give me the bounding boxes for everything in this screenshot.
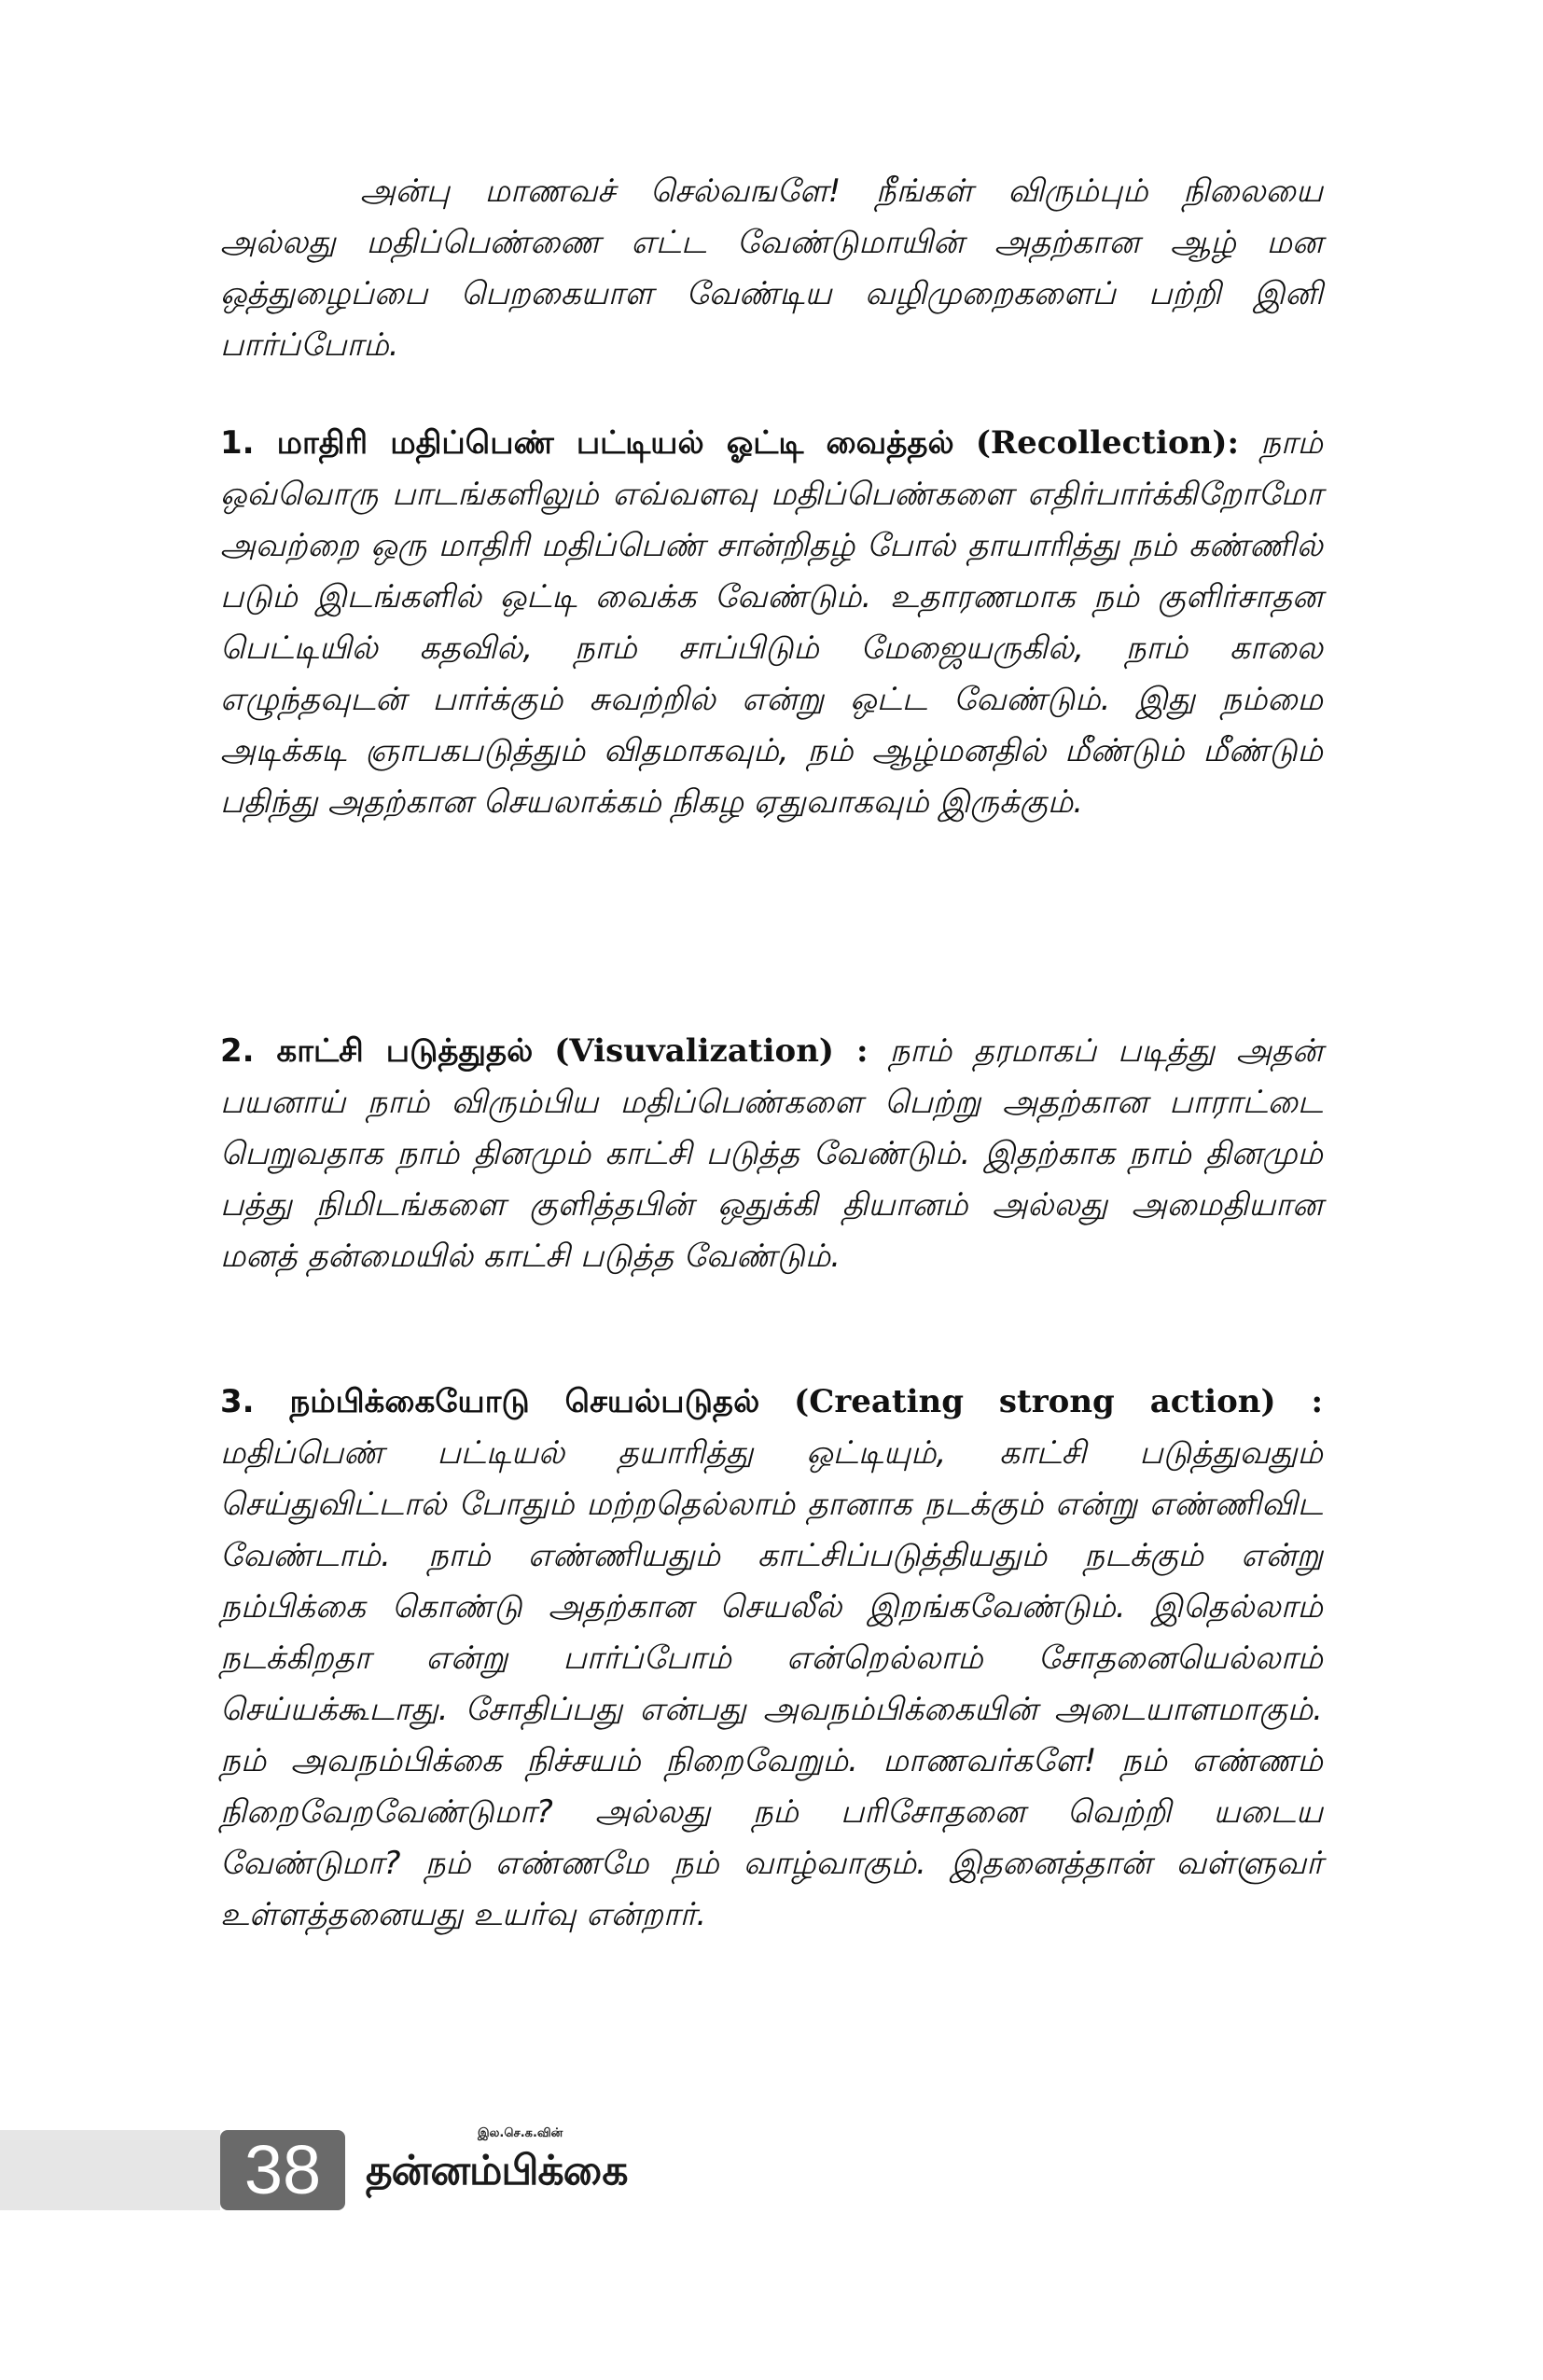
magazine-logo: [366, 2126, 664, 2216]
page-number: 38: [220, 2130, 345, 2210]
section-english-term: (Creating strong action) :: [794, 1383, 1324, 1420]
section-strong-action: [220, 1377, 1323, 1941]
section-heading: 1. மாதிரி மதிப்பெண் பட்டியல் ஓட்டி வைத்தல்: [220, 424, 954, 462]
section-body: மதிப்பெண் பட்டியல் தயாரித்து ஒட்டியும், காட்சி படுத்துவதும் செய்துவிட்டால் போதும் மற்றதெல்லாம் தானாக நடக்கும் என்று எண்ணிவிட வேண்டாம். நாம் எண்ணியதும் காட்சிப்படுத்தியதும் நடக்கும் என்று நம்பிக்கை கொண்டு அதற்கான செயலீல் இறங்கவேண்டும். இதெல்லாம் நடக்கிறதா என்று பார்ப்போம் என்றெல்லாம் சோதனையெல்லாம் செய்யக்கூடாது. சோதிப்பது என்பது அவநம்பிக்கையின் அடையாளமாகும். நம் அவநம்பிக்கை நிச்சயம் நிறைவேறும். மாணவர்களே! நம் எண்ணம் நிறைவேறவேண்டுமா? அல்லது நம் பரிசோதனை வெற்றி யடைய வேண்டுமா? நம் எண்ணமே நம் வாழ்வாகும். இதனைத்தான் வள்ளுவர் உள்ளத்தனையது உயர்வு என்றார்.: [220, 1434, 1323, 1933]
intro-paragraph: அன்பு மாணவச் செல்வஙளே! நீங்கள் விரும்பும் நிலையை அல்லது மதிப்பெண்ணை எட்ட வேண்டுமாயின் அதற்கான ஆழ் மன ஒத்துழைப்பை பெறகையாள வேண்டிய வழிமுறைகளைப் பற்றி இனி பார்ப்போம்.: [220, 173, 1323, 364]
section-heading: 3. நம்பிக்கையோடு செயல்படுதல்: [220, 1383, 760, 1420]
section-recollection: [220, 418, 1323, 828]
section-visualization: [220, 1026, 1323, 1282]
section-english-term: (Recollection):: [975, 424, 1239, 462]
section-heading: 2. காட்சி படுத்துதல்: [220, 1032, 534, 1070]
logo-title: தன்னம்பிக்கை: [366, 2147, 628, 2194]
footer-band: [0, 2130, 220, 2210]
logo-tagline: இல.செ.க.வின்: [478, 2126, 563, 2140]
section-body: நாம் தரமாகப் படித்து அதன் பயனாய் நாம் விரும்பிய மதிப்பெண்களை பெற்று அதற்கான பாராட்டை பெறுவதாக நாம் தினமும் காட்சி படுத்த வேண்டும். இதற்காக நாம் தினமும் பத்து நிமிடங்களை குளித்தபின் ஒதுக்கி தியானம் அல்லது அமைதியான மனத் தன்மையில் காட்சி படுத்த வேண்டும்.: [220, 1032, 1323, 1275]
section-body: நாம் ஒவ்வொரு பாடங்களிலும் எவ்வளவு மதிப்பெண்களை எதிர்பார்க்கிறோமோ அவற்றை ஒரு மாதிரி மதிப்பெண் சான்றிதழ் போல் தாயாரித்து நம் கண்ணில் படும் இடங்களில் ஒட்டி வைக்க வேண்டும். உதாரணமாக நம் குளிர்சாதன பெட்டியில் கதவில், நாம் சாப்பிடும் மேஜையருகில், நாம் காலை எழுந்தவுடன் பார்க்கும் சுவற்றில் என்று ஒட்ட வேண்டும். இது நம்மை அடிக்கடி ஞாபகபடுத்தும் விதமாகவும், நம் ஆழ்மனதில் மீண்டும் மீண்டும் பதிந்து அதற்கான செயலாக்கம் நிகழ ஏதுவாகவும் இருக்கும்.: [220, 424, 1324, 821]
section-english-term: (Visuvalization) :: [554, 1032, 869, 1070]
